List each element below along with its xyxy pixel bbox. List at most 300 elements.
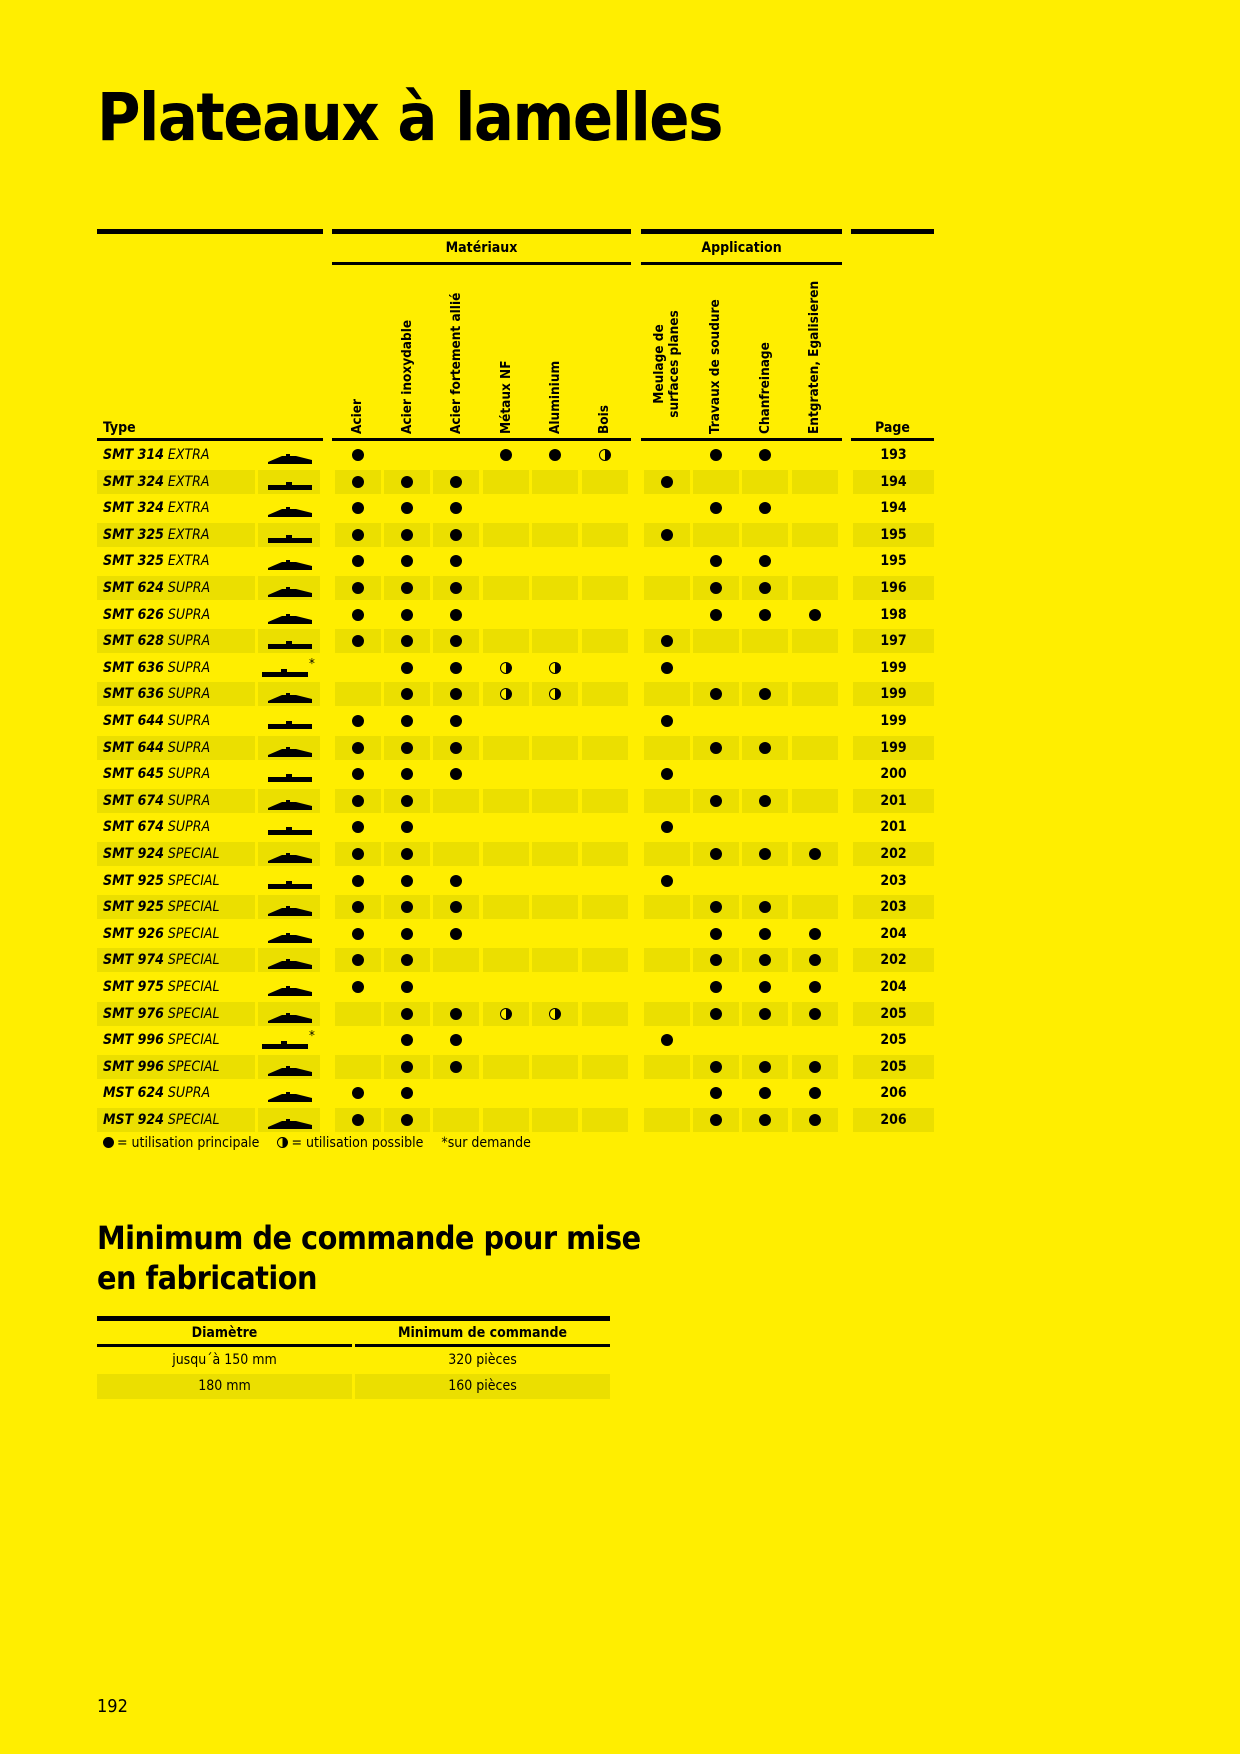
column-header-label: Métaux NF [498, 360, 514, 434]
page-cell: 202 [853, 842, 934, 866]
full-dot-icon [809, 1008, 821, 1020]
shape-cell [258, 895, 320, 919]
full-dot-icon [450, 662, 462, 674]
full-dot-icon [450, 875, 462, 887]
full-dot-icon [401, 662, 413, 674]
mark-cell [644, 603, 690, 627]
shape-conical-icon [268, 1115, 312, 1134]
mark-cell [335, 682, 381, 706]
mark-cell [582, 682, 628, 706]
type-cell [97, 1002, 255, 1026]
model-label: SMT 975 [103, 979, 164, 995]
full-dot-icon [352, 449, 364, 461]
mark-cell [483, 576, 529, 600]
mark-cell [532, 736, 578, 760]
mark-cell [433, 1055, 479, 1079]
mark-cell [644, 869, 690, 893]
mark-cell [433, 842, 479, 866]
shape-cell [258, 922, 320, 946]
full-dot-icon [759, 582, 771, 594]
mark-cell [433, 576, 479, 600]
mark-cell [644, 922, 690, 946]
full-dot-icon [450, 688, 462, 700]
type-cell [97, 523, 255, 547]
mark-cell [433, 975, 479, 999]
mark-cell [384, 1081, 430, 1105]
mark-cell [792, 922, 838, 946]
series-label: SPECIAL [167, 872, 220, 889]
shape-conical-icon [268, 796, 312, 815]
mark-cell [742, 948, 788, 972]
page-cell: 195 [853, 523, 934, 547]
mark-cell [792, 815, 838, 839]
mark-cell [742, 842, 788, 866]
full-dot-icon [401, 635, 413, 647]
table-row [0, 1055, 907, 1081]
page-cell: 199 [880, 659, 907, 676]
shape-flat-icon [268, 876, 312, 895]
mark-cell [693, 603, 739, 627]
mark-cell [335, 762, 381, 786]
full-dot-icon [661, 821, 673, 833]
type-cell [97, 682, 255, 706]
mark-cell [742, 709, 788, 733]
shape-conical-icon [268, 902, 312, 921]
model-label: SMT 976 [103, 1005, 164, 1022]
full-dot-icon [759, 555, 771, 567]
mark-cell [335, 869, 381, 893]
full-dot-icon [352, 529, 364, 541]
full-dot-icon [759, 981, 771, 993]
mark-cell [693, 842, 739, 866]
series-label: SUPRA [167, 633, 211, 650]
mark-cell [532, 922, 578, 946]
full-dot-icon [450, 1034, 462, 1046]
mark-cell [742, 549, 788, 573]
mark-cell [644, 1002, 690, 1026]
minimum-cell: 160 pièces [355, 1374, 610, 1399]
mark-cell [582, 922, 628, 946]
mark-cell [335, 975, 381, 999]
mark-cell [742, 656, 788, 680]
mark-cell [693, 523, 739, 547]
full-dot-icon [661, 476, 673, 488]
full-dot-icon [809, 981, 821, 993]
mark-cell [335, 1081, 381, 1105]
half-dot-icon [277, 1137, 288, 1148]
full-dot-icon [401, 476, 413, 488]
series-label: SPECIAL [167, 899, 220, 916]
full-dot-icon [759, 742, 771, 754]
series-label: SPECIAL [167, 1112, 220, 1128]
column-header-label: Acier [349, 399, 365, 434]
mark-cell [582, 1002, 628, 1026]
type-cell [97, 842, 255, 866]
type-cell [97, 1055, 255, 1079]
mark-cell [792, 549, 838, 573]
table-row [0, 496, 907, 522]
legend-on-request: *sur demande [441, 1135, 531, 1151]
full-dot-icon [103, 1137, 114, 1148]
table-row [0, 549, 907, 575]
series-label: SPECIAL [167, 1058, 220, 1075]
mark-cell [693, 470, 739, 494]
half-dot-icon [549, 1008, 561, 1020]
page-cell: 194 [853, 470, 934, 494]
mark-cell [335, 842, 381, 866]
full-dot-icon [710, 848, 722, 860]
type-cell [97, 549, 255, 573]
full-dot-icon [661, 635, 673, 647]
series-label: SPECIAL [167, 925, 220, 942]
application-top-rule [641, 229, 842, 234]
mark-cell [693, 709, 739, 733]
mark-cell [644, 789, 690, 813]
full-dot-icon [352, 1114, 364, 1126]
shape-conical-icon [268, 929, 312, 948]
on-request-mark: * [309, 1029, 315, 1045]
mark-cell [433, 762, 479, 786]
mark-cell [582, 709, 628, 733]
model-label: SMT 924 [103, 846, 164, 862]
model-label: SMT 974 [103, 952, 164, 969]
full-dot-icon [661, 1034, 673, 1046]
table-row [0, 975, 907, 1001]
mark-cell [693, 815, 739, 839]
header-rule [332, 438, 631, 441]
shape-cell [258, 948, 320, 972]
mark-cell [792, 656, 838, 680]
type-cell [97, 709, 255, 733]
mark-cell [792, 523, 838, 547]
series-label: SPECIAL [167, 952, 220, 969]
type-cell [97, 869, 255, 893]
table-row [0, 523, 907, 549]
group-materiaux: Matériaux [445, 240, 518, 256]
full-dot-icon [352, 901, 364, 913]
series-label: SUPRA [167, 606, 211, 623]
column-header-label: Bois [596, 405, 612, 434]
mark-cell [433, 1028, 479, 1052]
shape-cell [258, 762, 320, 786]
full-dot-icon [759, 848, 771, 860]
group-application: Application [701, 240, 782, 256]
mark-cell [693, 576, 739, 600]
mark-cell [532, 869, 578, 893]
mark-cell [335, 1002, 381, 1026]
series-label: EXTRA [167, 500, 210, 517]
shape-flat-icon [268, 636, 312, 655]
shape-cell [258, 789, 320, 813]
legend-possible: = utilisation possible [277, 1135, 423, 1151]
full-dot-icon [710, 609, 722, 621]
shape-cell [258, 470, 320, 494]
page-cell: 197 [853, 629, 934, 653]
table-row [0, 656, 907, 682]
mark-cell [693, 895, 739, 919]
model-label: SMT 645 [103, 766, 164, 783]
column-header-label: Aluminium [547, 360, 563, 434]
shape-flat-icon [268, 822, 312, 841]
mark-cell [644, 762, 690, 786]
type-header: Type [103, 420, 136, 436]
mark-cell [582, 869, 628, 893]
mark-cell [693, 922, 739, 946]
mark-cell [792, 1055, 838, 1079]
table-row [0, 470, 907, 496]
mark-cell [384, 1055, 430, 1079]
full-dot-icon [500, 449, 512, 461]
mark-cell [483, 603, 529, 627]
table-row [0, 948, 907, 974]
model-label: SMT 636 [103, 686, 164, 703]
model-label: SMT 626 [103, 606, 164, 623]
full-dot-icon [352, 795, 364, 807]
model-label: SMT 925 [103, 872, 164, 889]
mark-cell [384, 656, 430, 680]
full-dot-icon [759, 1061, 771, 1073]
mark-cell [335, 948, 381, 972]
page-cell: 196 [853, 576, 934, 600]
mark-cell [742, 736, 788, 760]
full-dot-icon [450, 502, 462, 514]
full-dot-icon [401, 954, 413, 966]
full-dot-icon [401, 768, 413, 780]
mark-cell [532, 549, 578, 573]
mark-cell [335, 549, 381, 573]
type-cell [97, 922, 255, 946]
full-dot-icon [809, 848, 821, 860]
full-dot-icon [352, 742, 364, 754]
full-dot-icon [401, 928, 413, 940]
page-cell: 202 [853, 948, 934, 972]
mark-cell [433, 523, 479, 547]
full-dot-icon [759, 1087, 771, 1099]
shape-flat-icon [268, 477, 312, 496]
full-dot-icon [710, 981, 722, 993]
shape-cell [258, 1108, 320, 1132]
mark-cell [384, 496, 430, 520]
type-cell [97, 815, 255, 839]
full-dot-icon [710, 742, 722, 754]
shape-cell [258, 523, 320, 547]
full-dot-icon [401, 981, 413, 993]
on-request-mark: * [309, 656, 315, 672]
mark-cell [792, 895, 838, 919]
full-dot-icon [352, 715, 364, 727]
model-label: SMT 644 [103, 713, 164, 729]
full-dot-icon [401, 555, 413, 567]
materiaux-rule [332, 262, 631, 265]
mark-cell [384, 470, 430, 494]
mark-cell [582, 523, 628, 547]
mark-cell [792, 1108, 838, 1132]
full-dot-icon [549, 449, 561, 461]
full-dot-icon [352, 1087, 364, 1099]
series-label: EXTRA [167, 473, 210, 490]
mark-cell [582, 789, 628, 813]
full-dot-icon [352, 609, 364, 621]
mark-cell [742, 869, 788, 893]
mark-cell [644, 842, 690, 866]
mark-cell [483, 815, 529, 839]
mark-cell [644, 656, 690, 680]
mark-cell [483, 470, 529, 494]
mark-cell [384, 709, 430, 733]
shape-conical-icon [268, 610, 312, 629]
full-dot-icon [759, 901, 771, 913]
full-dot-icon [401, 1087, 413, 1099]
mark-cell [582, 815, 628, 839]
full-dot-icon [401, 582, 413, 594]
shape-cell [258, 1002, 320, 1026]
table-row [0, 922, 907, 948]
mark-cell [582, 895, 628, 919]
mark-cell [433, 603, 479, 627]
mark-cell [483, 895, 529, 919]
page-cell: 194 [880, 500, 907, 517]
mark-cell [644, 682, 690, 706]
mark-cell [384, 922, 430, 946]
mark-cell [433, 922, 479, 946]
page-cell: 203 [853, 895, 934, 919]
type-cell [97, 948, 255, 972]
mark-cell [335, 470, 381, 494]
mark-cell [335, 895, 381, 919]
mark-cell [742, 629, 788, 653]
mark-cell [693, 762, 739, 786]
full-dot-icon [710, 901, 722, 913]
mark-cell [644, 549, 690, 573]
mark-cell [693, 1081, 739, 1105]
full-dot-icon [661, 875, 673, 887]
series-label: SUPRA [167, 686, 211, 703]
table-row [0, 842, 907, 868]
min-header-rule [355, 1344, 610, 1347]
series-label: SUPRA [167, 819, 211, 836]
shape-cell [258, 549, 320, 573]
column-header-label: Meulage de surfaces planes [651, 310, 682, 418]
mark-cell [335, 789, 381, 813]
shape-conical-icon [268, 503, 312, 522]
mark-cell [384, 1108, 430, 1132]
mark-cell [582, 1028, 628, 1052]
mark-cell [483, 709, 529, 733]
series-label: SUPRA [167, 792, 211, 809]
mark-cell [532, 470, 578, 494]
full-dot-icon [401, 1061, 413, 1073]
full-dot-icon [401, 901, 413, 913]
mark-cell [792, 736, 838, 760]
page-header: Page [875, 420, 910, 436]
table-row [0, 443, 907, 469]
mark-cell [483, 656, 529, 680]
shape-cell [258, 603, 320, 627]
mark-cell [384, 1002, 430, 1026]
full-dot-icon [809, 928, 821, 940]
mark-cell [384, 869, 430, 893]
full-dot-icon [450, 582, 462, 594]
mark-cell [483, 1028, 529, 1052]
mark-cell [742, 815, 788, 839]
mark-cell [433, 1108, 479, 1132]
shape-conical-icon [268, 743, 312, 762]
full-dot-icon [450, 928, 462, 940]
mark-cell [483, 922, 529, 946]
series-label: SPECIAL [167, 846, 220, 862]
series-label: SPECIAL [167, 1032, 220, 1049]
full-dot-icon [759, 502, 771, 514]
mark-cell [644, 975, 690, 999]
full-dot-icon [352, 768, 364, 780]
page-cell: 206 [853, 1108, 934, 1132]
mark-cell [433, 656, 479, 680]
table-top-rule [97, 229, 323, 234]
full-dot-icon [809, 1061, 821, 1073]
column-header-label: Entgraten, Egalisieren [806, 280, 822, 434]
mark-cell [335, 709, 381, 733]
mark-cell [335, 443, 381, 467]
mark-cell [532, 496, 578, 520]
mark-cell [742, 470, 788, 494]
table-row [0, 603, 907, 629]
shape-cell [258, 1055, 320, 1079]
model-label: SMT 996 [103, 1032, 164, 1049]
mark-cell [582, 842, 628, 866]
mark-cell [582, 736, 628, 760]
mark-cell [335, 576, 381, 600]
full-dot-icon [710, 502, 722, 514]
mark-cell [335, 1055, 381, 1079]
mark-cell [483, 682, 529, 706]
section-title: Minimum de commande pour mise en fabrication [97, 1219, 641, 1297]
mark-cell [582, 629, 628, 653]
mark-cell [582, 576, 628, 600]
mark-cell [693, 1028, 739, 1052]
mark-cell [693, 496, 739, 520]
mark-cell [335, 603, 381, 627]
mark-cell [384, 789, 430, 813]
model-label: SMT 324 [103, 500, 164, 517]
mark-cell [693, 1108, 739, 1132]
model-label: SMT 624 [103, 580, 164, 596]
model-label: SMT 628 [103, 633, 164, 650]
full-dot-icon [809, 1087, 821, 1099]
full-dot-icon [401, 609, 413, 621]
table-row [0, 869, 907, 895]
table-row [0, 815, 907, 841]
mark-cell [483, 443, 529, 467]
series-label: SUPRA [167, 1085, 211, 1102]
model-label: SMT 644 [103, 739, 164, 756]
shape-conical-icon [268, 583, 312, 602]
mark-cell [792, 762, 838, 786]
shape-cell [258, 496, 320, 520]
full-dot-icon [809, 1114, 821, 1126]
mark-cell [433, 629, 479, 653]
full-dot-icon [710, 555, 722, 567]
mark-cell [693, 1002, 739, 1026]
mark-cell [792, 869, 838, 893]
full-dot-icon [661, 662, 673, 674]
mark-cell [742, 922, 788, 946]
table-row [0, 682, 907, 708]
mark-cell [644, 815, 690, 839]
mark-cell [742, 576, 788, 600]
table-row [0, 576, 907, 602]
mark-cell [792, 576, 838, 600]
table-row [0, 1108, 907, 1134]
